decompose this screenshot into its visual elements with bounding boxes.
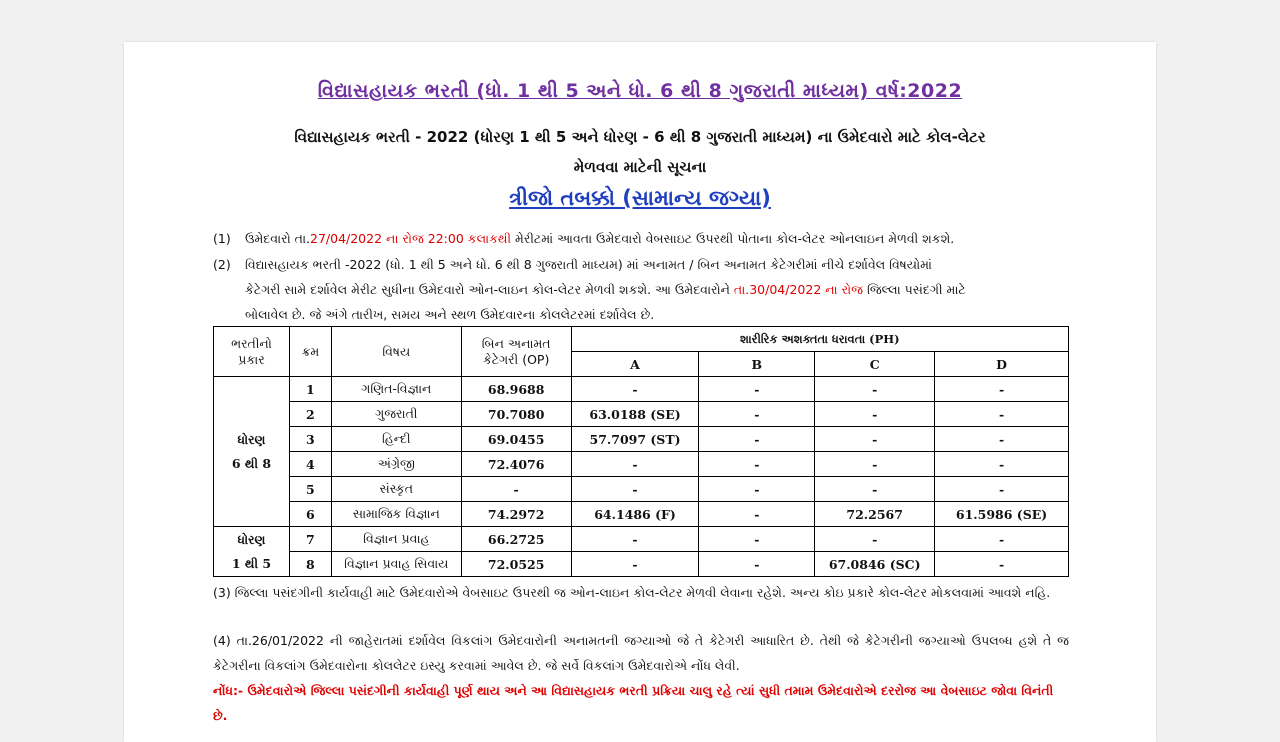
cell-op: 69.0455 <box>461 427 571 452</box>
cell-c: - <box>815 402 935 427</box>
cell-c: - <box>815 427 935 452</box>
instruction-2 <box>213 252 1093 327</box>
header-subject: વિષય <box>331 327 461 377</box>
cell-subject: વિજ્ઞાન પ્રવાહ સિવાય <box>331 552 461 577</box>
instruction-4: (4) તા.26/01/2022 ની જાહેરાતમાં દર્શાવેલ વિકલાંગ ઉમેદવારોની અનામતની જગ્યાઓ જે તે કેટેગરી આધારિત છે. તેથી જે કેટેગરીની જગ્યાઓ ઉપલબ્ધ હશે તે જ કેટેગરીના વિકલાંગ ઉમેદવારોના કોલલેટર ઇસ્યુ કરવામાં આવેલ છે. જે સર્વે વિકલાંગ ઉમેદવારોએ નોંધ લેવી. <box>213 633 1069 673</box>
cell-c: - <box>815 377 935 402</box>
cell-a: 57.7097 (ST) <box>571 427 699 452</box>
cell-sr: 4 <box>289 452 331 477</box>
subtitle-line-2: મેળવવા માટેની સૂચના <box>573 158 707 176</box>
header-ph: શારીરિક અશક્તતા ધરાવતા (PH) <box>571 327 1068 352</box>
cell-sr: 7 <box>289 527 331 552</box>
header-op <box>461 327 571 377</box>
instruction-2-number: (2) <box>213 257 231 272</box>
cell-sr: 3 <box>289 427 331 452</box>
instruction-2-line-2a: કેટેગરી સામે દર્શાવેલ મેરીટ સુધીના ઉમેદવારો ઓન-લાઇન કોલ-લેટર મેળવી શકશે. આ ઉમેદવારોને <box>245 282 734 297</box>
instruction-2-line-2 <box>245 277 1075 302</box>
document-page <box>124 42 1156 742</box>
header-ph-a: A <box>571 352 699 377</box>
group-std-1-5 <box>214 527 290 577</box>
cell-a: - <box>571 477 699 502</box>
table-row <box>214 552 1069 577</box>
table-row <box>214 527 1069 552</box>
merit-table-body <box>214 377 1069 577</box>
cell-sr: 6 <box>289 502 331 527</box>
table-row <box>214 477 1069 502</box>
cell-b: - <box>699 527 815 552</box>
group-label-line-2: 1 થી 5 <box>231 555 272 571</box>
cell-b: - <box>699 377 815 402</box>
instruction-1-number: (1) <box>213 231 231 246</box>
table-row <box>214 452 1069 477</box>
cell-a: - <box>571 552 699 577</box>
cell-a: - <box>571 527 699 552</box>
instruction-1 <box>213 226 1093 251</box>
cell-subject: સંસ્કૃત <box>331 477 461 502</box>
table-row <box>214 402 1069 427</box>
cell-subject: અંગ્રેજી <box>331 452 461 477</box>
note-text: નોંધ:- ઉમેદવારોએ જિલ્લા પસંદગીની કાર્યવાહી પૂર્ણ થાય અને આ વિદ્યાસહાયક ભરતી પ્રક્રિયા ચાલુ રહે ત્યાં સુધી તમામ ઉમેદવારોએ દરરોજ આ વેબસાઇટ જોવા વિનંતી છે. <box>213 683 1054 723</box>
cell-sr: 5 <box>289 477 331 502</box>
header-sr: ક્રમ <box>289 327 331 377</box>
cell-op: 66.2725 <box>461 527 571 552</box>
header-category-line-1: ભરતીનો <box>231 335 272 351</box>
page-title: વિદ્યાસહાયક ભરતી (ધો. 1 થી 5 અને ધો. 6 થી 8 ગુજરાતી માધ્યમ) વર્ષ:2022 <box>317 80 963 102</box>
cell-a: 64.1486 (F) <box>571 502 699 527</box>
cell-sr: 2 <box>289 402 331 427</box>
table-row <box>214 377 1069 402</box>
cell-b: - <box>699 502 815 527</box>
cell-subject: ગણિત-વિજ્ઞાન <box>331 377 461 402</box>
instruction-2-line-3: બોલાવેલ છે. જે અંગે તારીખ, સમય અને સ્થળ ઉમેદવારના કોલલેટરમાં દર્શાવેલ છે. <box>245 307 655 322</box>
cell-op: 68.9688 <box>461 377 571 402</box>
cell-d: - <box>935 552 1069 577</box>
instruction-2-text <box>245 252 1075 327</box>
cell-b: - <box>699 452 815 477</box>
header-op-line-2: કેટેગરી (OP) <box>482 351 550 367</box>
cell-op: 74.2972 <box>461 502 571 527</box>
group-label-line-2: 6 થી 8 <box>231 455 272 471</box>
header-op-line-1: બિન અનામત <box>481 335 551 351</box>
group-label-line-1: ધોરણ <box>237 531 266 547</box>
instruction-1-date: 27/04/2022 ના રોજ 22:00 કલાકથી <box>310 231 512 246</box>
cell-d: - <box>935 377 1069 402</box>
cell-d: - <box>935 402 1069 427</box>
cell-d: - <box>935 527 1069 552</box>
header-ph-d: D <box>935 352 1069 377</box>
cell-d: 61.5986 (SE) <box>935 502 1069 527</box>
cell-sr: 8 <box>289 552 331 577</box>
cell-op: 72.4076 <box>461 452 571 477</box>
page-subtitle <box>184 122 1096 182</box>
cell-a: - <box>571 452 699 477</box>
cell-a: - <box>571 377 699 402</box>
cell-op: 70.7080 <box>461 402 571 427</box>
cell-c: 67.0846 (SC) <box>815 552 935 577</box>
cell-subject: સામાજિક વિજ્ઞાન <box>331 502 461 527</box>
cell-op: - <box>461 477 571 502</box>
cell-subject: હિન્દી <box>331 427 461 452</box>
cell-c: 72.2567 <box>815 502 935 527</box>
group-label-line-1: ધોરણ <box>237 431 266 447</box>
group-std-6-8 <box>214 377 290 527</box>
table-row <box>214 427 1069 452</box>
cell-subject: ગુજરાતી <box>331 402 461 427</box>
header-ph-c: C <box>815 352 935 377</box>
cell-sr: 1 <box>289 377 331 402</box>
cell-d: - <box>935 477 1069 502</box>
cell-c: - <box>815 477 935 502</box>
instruction-1-text-a: ઉમેદવારો તા. <box>245 231 310 246</box>
phase-heading: ત્રીજો તબક્કો (સામાન્ય જગ્યા) <box>509 186 771 210</box>
instruction-1-text <box>245 226 954 251</box>
cell-op: 72.0525 <box>461 552 571 577</box>
subtitle-line-1: વિદ્યાસહાયક ભરતી - 2022 (ધોરણ 1 થી 5 અને ધોરણ - 6 થી 8 ગુજરાતી માધ્યમ) ના ઉમેદવારો માટે કોલ-લેટર <box>294 128 986 146</box>
cell-b: - <box>699 427 815 452</box>
cell-d: - <box>935 452 1069 477</box>
instruction-2-line-1: વિદ્યાસહાયક ભરતી -2022 (ધો. 1 થી 5 અને ધો. 6 થી 8 ગુજરાતી માધ્યમ) માં અનામત / બિન અનામત કેટેગરીમાં નીચે દર્શાવેલ વિષયોમાં <box>245 257 932 272</box>
instruction-2-date: તા.30/04/2022 ના રોજ <box>733 282 864 297</box>
merit-table <box>213 326 1069 577</box>
cell-a: 63.0188 (SE) <box>571 402 699 427</box>
header-ph-b: B <box>699 352 815 377</box>
cell-b: - <box>699 552 815 577</box>
instruction-2-line-2b: જિલ્લા પસંદગી માટે <box>863 282 966 297</box>
cell-subject: વિજ્ઞાન પ્રવાહ <box>331 527 461 552</box>
cell-c: - <box>815 452 935 477</box>
header-category <box>214 327 290 377</box>
cell-b: - <box>699 477 815 502</box>
cell-c: - <box>815 527 935 552</box>
instruction-3: (3) જિલ્લા પસંદગીની કાર્યવાહી માટે ઉમેદવારોએ વેબસાઇટ ઉપરથી જ ઓન-લાઇન કોલ-લેટર મેળવી લેવાના રહેશે. અન્ય કોઇ પ્રકારે કોલ-લેટર મોકલવામાં આવશે નહિ. <box>213 585 1051 600</box>
instruction-1-text-b: મેરીટમાં આવતા ઉમેદવારો વેબસાઇટ ઉપરથી પોતાના કોલ-લેટર ઓનલાઇન મેળવી શકશે. <box>511 231 955 246</box>
table-row <box>214 502 1069 527</box>
cell-b: - <box>699 402 815 427</box>
cell-d: - <box>935 427 1069 452</box>
header-category-line-2: પ્રકાર <box>238 351 265 367</box>
